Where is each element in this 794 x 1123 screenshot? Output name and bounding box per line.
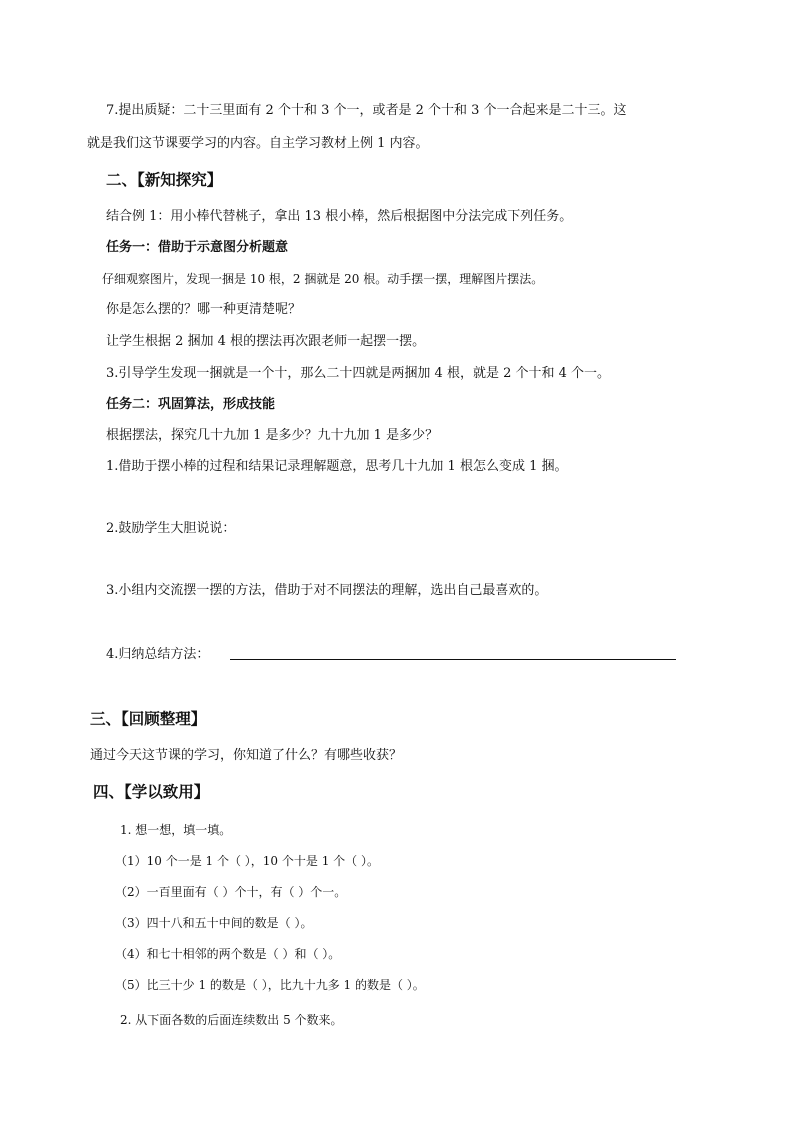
task-2-line-4: 3.小组内交流摆一摆的方法，借助于对不同摆法的理解，选出自己最喜欢的。 xyxy=(106,583,548,598)
question-1: 1. 想一想，填一填。 xyxy=(120,823,232,837)
section-2-heading: 二、【新知探究】 xyxy=(106,171,223,189)
task-2-title: 任务二：巩固算法，形成技能 xyxy=(106,397,276,412)
question-1-item-4: （4）和七十相邻的两个数是（ ）和（ ）。 xyxy=(115,947,341,961)
task-1-line-3: 让学生根据 2 捆加 4 根的摆法再次跟老师一起摆一摆。 xyxy=(106,334,426,349)
task-2-line-3: 2.鼓励学生大胆说说： xyxy=(106,521,236,536)
paragraph-7-line-2: 就是我们这节课要学习的内容。自主学习教材上例 1 内容。 xyxy=(87,136,429,151)
paragraph-7-line-1: 7.提出质疑：二十三里面有 2 个十和 3 个一，或者是 2 个十和 3 个一合起来是二十三。这 xyxy=(106,103,627,118)
section-3-text: 通过今天这节课的学习，你知道了什么？有哪些收获？ xyxy=(90,748,403,763)
section-2-intro: 结合例 1：用小棒代替桃子，拿出 13 根小棒，然后根据图中分法完成下列任务。 xyxy=(106,209,573,224)
answer-blank-line xyxy=(230,659,676,660)
section-4-heading: 四、【学以致用】 xyxy=(93,783,210,801)
question-1-item-5: （5）比三十少 1 的数是（ ），比九十九多 1 的数是（ ）。 xyxy=(115,978,425,992)
task-2-line-2: 1.借助于摆小棒的过程和结果记录理解题意，思考几十九加 1 根怎么变成 1 捆。 xyxy=(106,459,568,474)
task-1-title: 任务一：借助于示意图分析题意 xyxy=(106,240,289,255)
task-1-line-4: 3.引导学生发现一捆就是一个十，那么二十四就是两捆加 4 根，就是 2 个十和 4 个一。 xyxy=(106,366,611,381)
task-1-line-1: 仔细观察图片，发现一捆是 10 根，2 捆就是 20 根。动手摆一摆，理解图片摆法。 xyxy=(102,272,544,286)
question-1-item-2: （2）一百里面有（ ）个十，有（ ）个一。 xyxy=(115,885,347,899)
task-2-line-1: 根据摆法，探究几十九加 1 是多少？九十九加 1 是多少？ xyxy=(106,428,439,443)
question-1-item-1: （1）10 个一是 1 个（ ），10 个十是 1 个（ ）。 xyxy=(115,854,379,868)
section-3-heading: 三、【回顾整理】 xyxy=(90,710,207,728)
task-1-line-2: 你是怎么摆的？哪一种更清楚呢？ xyxy=(106,302,302,317)
task-2-line-5: 4.归纳总结方法： xyxy=(106,647,210,662)
question-1-item-3: （3）四十八和五十中间的数是（ ）。 xyxy=(115,916,313,930)
question-2: 2. 从下面各数的后面连续数出 5 个数来。 xyxy=(120,1013,343,1027)
